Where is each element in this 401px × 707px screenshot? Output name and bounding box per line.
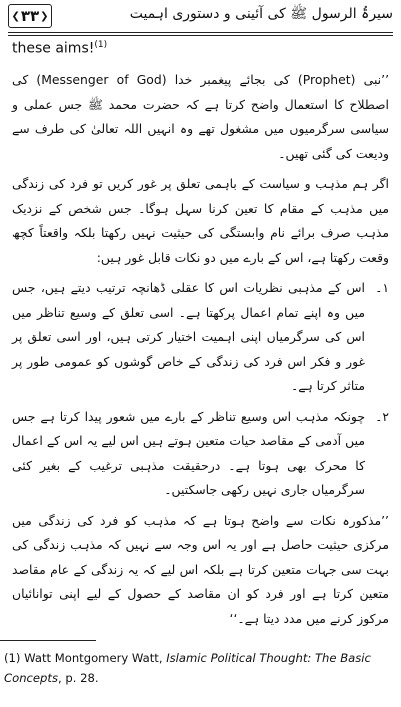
list-item-text: اس کے مذہبی نظریات اس کا عقلی ڈھانچہ ترتیب دیتے ہیں، جس میں وہ اپنے تمام اعمال پرکھتا ہے۔ اسی تعلق کے وسیع تناظر میں اس کی سرگرمیاں اپنی اہمیت اختیار کرتی ہیں، اور اسی تعلق پر غور و فکر اس فرد کی زندگی کے خاص گوشوں کو عمومی طور پر متاثر کرتا ہے۔ [12,280,365,393]
paragraph-2: اگر ہم مذہب و سیاست کے باہمی تعلق پر غور کریں تو فرد کی زندگی میں مذہب کے مقام کا تعین کرنا سہل ہوگا۔ جس شخص کے نزدیک مذہب صرف برائے نام وابستگی کی حیثیت نہیں رکھتا بلکہ واقعتاً کچھ وقعت رکھتا ہے، اس کے بارے میں دو نکات قابل غور ہیں: [12,176,389,265]
list-item-2 [12,405,389,503]
page-number: ۳۳ [20,7,40,25]
footnote-rule [0,640,96,641]
continuation-line [12,40,107,57]
list-item-number: ۱۔ [375,280,389,295]
paragraph-1: ’’نبی (Prophet) کی بجائے پیغمبر خدا (Messenger of God) کی اصطلاح کا استعمال واضح کرتا ہے کہ حضرت محمد ﷺ جس عملی و سیاسی سرگرمیوں میں مشغول تھے وہ انہیں اللہ تعالیٰ کی طرف سے ودیعت کی گئی تھیں۔ [12,72,390,161]
page-header [0,0,401,34]
ornament-right-icon: ❯ [40,10,49,22]
running-title: سیرۃُ الرسول ﷺ کی آئینی و دستوری اہمیت [129,6,393,22]
header-rule-thin [8,35,393,36]
header-rule [8,32,393,33]
footnote-pages: , p. 28. [58,671,99,685]
list-item-1 [12,276,389,399]
list-item-number: ۲۔ [375,408,389,424]
page-number-box [8,4,52,28]
closing-paragraph: ’’مذکورہ نکات سے واضح ہوتا ہے کہ مذہب کو فرد کی زندگی میں مرکزی حیثیت حاصل ہے اور یہ اس وجہ سے نہیں کہ مذہب زندگی کی بہت سی جہات متعین کرتا ہے بلکہ اس لیے کہ یہ زندگی کے عام مقاصد متعین کرتا ہے اور فرد کو ان مقاصد کے حصول کے لیے اپنی توانائیاں مرکوز کرنے میں مدد دیتا ہے۔‘‘ [12,512,389,626]
footnote-author: Watt Montgomery Watt, [24,651,163,665]
footnote-title: Islamic Political Thought: The Basic Concepts [4,651,371,685]
continuation-text: these aims! [12,40,95,57]
list-item-text: چونکہ مذہب اس وسیع تناظر کے بارے میں شعور پیدا کرتا ہے جس میں آدمی کے مقاصد حیات متعین ہوتے ہیں اس لیے یہ اس کے اعمال کا محرک بھی ہوتا ہے۔ درحقیقت مذہبی ترغیب کے بغیر کئی سرگرمیاں جاری نہیں رکھی جاسکتیں۔ [12,408,365,497]
main-text [12,68,389,637]
footnote [4,648,391,688]
footnote-number: (1) [4,651,21,665]
footnote-marker: (1) [94,40,108,50]
ornament-left-icon: ❮ [11,10,20,22]
